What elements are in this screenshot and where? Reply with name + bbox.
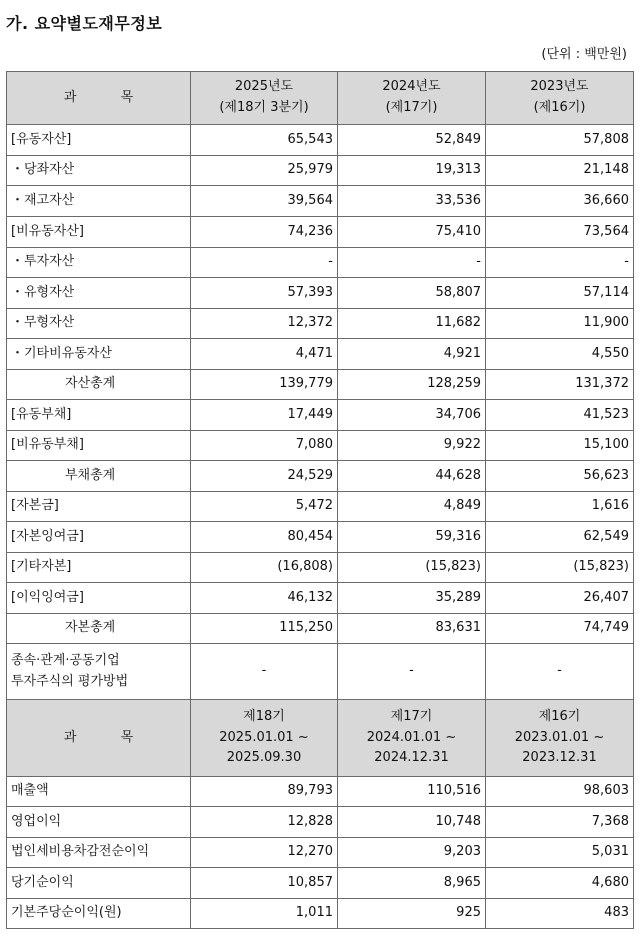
row-value: 4,921 xyxy=(338,339,486,370)
row-value: 33,536 xyxy=(338,186,486,217)
row-value: 17,449 xyxy=(191,400,338,431)
row-value: 7,368 xyxy=(486,807,634,838)
income-header-col: 제16기 2023.01.01 ~ 2023.12.31 xyxy=(486,700,634,777)
row-value: - xyxy=(191,248,338,278)
row-value: 131,372 xyxy=(486,370,634,400)
balance-header-col: 2025년도 (제18기 3분기) xyxy=(191,72,338,125)
row-value: 80,454 xyxy=(191,522,338,553)
row-value: 139,779 xyxy=(191,370,338,400)
table-row xyxy=(7,492,634,522)
row-value: 34,706 xyxy=(338,400,486,431)
row-value: 5,031 xyxy=(486,838,634,868)
table-row xyxy=(7,777,634,807)
row-label: 당기순이익 xyxy=(7,868,191,899)
income-header-col: 제17기 2024.01.01 ~ 2024.12.31 xyxy=(338,700,486,777)
income-header-label: 과 목 xyxy=(7,700,191,777)
row-label: 기본주당순이익(원) xyxy=(7,899,191,929)
row-value: 4,471 xyxy=(191,339,338,370)
row-value: 19,313 xyxy=(338,156,486,186)
row-value: 74,749 xyxy=(486,614,634,644)
row-value: 62,549 xyxy=(486,522,634,553)
table-row-total xyxy=(7,370,634,400)
row-label: [유동자산] xyxy=(7,125,191,156)
row-value: 52,849 xyxy=(338,125,486,156)
row-value: 12,372 xyxy=(191,309,338,339)
row-value: 56,623 xyxy=(486,461,634,492)
row-value: 26,407 xyxy=(486,583,634,614)
row-value: 8,965 xyxy=(338,868,486,899)
row-value: 36,660 xyxy=(486,186,634,217)
row-value: 1,011 xyxy=(191,899,338,929)
row-value: 110,516 xyxy=(338,777,486,807)
row-value: 5,472 xyxy=(191,492,338,522)
table-row xyxy=(7,339,634,370)
row-value: 58,807 xyxy=(338,278,486,309)
row-value: 1,616 xyxy=(486,492,634,522)
row-label: ・당좌자산 xyxy=(7,156,191,186)
row-value: 483 xyxy=(486,899,634,929)
row-value: 4,680 xyxy=(486,868,634,899)
table-row-total xyxy=(7,614,634,644)
row-value: 57,393 xyxy=(191,278,338,309)
row-value: 9,922 xyxy=(338,431,486,461)
table-row xyxy=(7,400,634,431)
row-value: 46,132 xyxy=(191,583,338,614)
valuation-method-row xyxy=(7,644,634,700)
row-label: 자본총계 xyxy=(7,614,191,644)
row-label: 매출액 xyxy=(7,777,191,807)
table-row xyxy=(7,807,634,838)
row-value: (16,808) xyxy=(191,553,338,583)
row-label: [비유동부채] xyxy=(7,431,191,461)
row-value: 12,270 xyxy=(191,838,338,868)
row-value: 10,857 xyxy=(191,868,338,899)
row-label: 자산총계 xyxy=(7,370,191,400)
row-value: - xyxy=(191,644,338,700)
table-row xyxy=(7,522,634,553)
row-value: 35,289 xyxy=(338,583,486,614)
row-label: 법인세비용차감전순이익 xyxy=(7,838,191,868)
balance-header-col: 2023년도 (제16기) xyxy=(486,72,634,125)
row-value: 74,236 xyxy=(191,217,338,248)
row-value: 7,080 xyxy=(191,431,338,461)
row-value: - xyxy=(486,248,634,278)
row-value: 25,979 xyxy=(191,156,338,186)
table-row xyxy=(7,431,634,461)
table-row xyxy=(7,125,634,156)
row-value: 57,808 xyxy=(486,125,634,156)
row-label: [이익잉여금] xyxy=(7,583,191,614)
row-label: ・기타비유동자산 xyxy=(7,339,191,370)
row-value: 65,543 xyxy=(191,125,338,156)
row-value: 11,900 xyxy=(486,309,634,339)
table-row xyxy=(7,156,634,186)
income-header-row xyxy=(7,700,634,777)
row-value: 24,529 xyxy=(191,461,338,492)
row-value: - xyxy=(338,644,486,700)
row-label: [자본잉여금] xyxy=(7,522,191,553)
table-row xyxy=(7,583,634,614)
income-header-col: 제18기 2025.01.01 ~ 2025.09.30 xyxy=(191,700,338,777)
row-value: - xyxy=(486,644,634,700)
row-value: 59,316 xyxy=(338,522,486,553)
balance-header-row xyxy=(7,72,634,125)
table-row xyxy=(7,553,634,583)
row-label: ・무형자산 xyxy=(7,309,191,339)
row-value: 4,849 xyxy=(338,492,486,522)
row-value: 10,748 xyxy=(338,807,486,838)
row-value: 98,603 xyxy=(486,777,634,807)
row-label: [비유동자산] xyxy=(7,217,191,248)
row-value: 57,114 xyxy=(486,278,634,309)
section-title: 가. 요약별도재무정보 xyxy=(6,14,163,33)
row-label: [유동부채] xyxy=(7,400,191,431)
row-value: 115,250 xyxy=(191,614,338,644)
row-value: 21,148 xyxy=(486,156,634,186)
row-value: 12,828 xyxy=(191,807,338,838)
row-value: 75,410 xyxy=(338,217,486,248)
row-value: 73,564 xyxy=(486,217,634,248)
row-value: 41,523 xyxy=(486,400,634,431)
row-value: 9,203 xyxy=(338,838,486,868)
balance-header-label: 과 목 xyxy=(7,72,191,125)
table-row xyxy=(7,186,634,217)
table-row xyxy=(7,278,634,309)
row-label: 종속·관계·공동기업 투자주식의 평가방법 xyxy=(7,644,191,700)
row-value: 39,564 xyxy=(191,186,338,217)
unit-note: (단위 : 백만원) xyxy=(541,47,627,62)
row-value: 925 xyxy=(338,899,486,929)
row-label: ・재고자산 xyxy=(7,186,191,217)
table-row xyxy=(7,309,634,339)
row-value: 4,550 xyxy=(486,339,634,370)
row-label: 영업이익 xyxy=(7,807,191,838)
row-value: (15,823) xyxy=(338,553,486,583)
row-value: 83,631 xyxy=(338,614,486,644)
row-value: 11,682 xyxy=(338,309,486,339)
row-label: [기타자본] xyxy=(7,553,191,583)
table-row xyxy=(7,217,634,248)
row-value: 44,628 xyxy=(338,461,486,492)
row-label: [자본금] xyxy=(7,492,191,522)
table-row xyxy=(7,248,634,278)
financial-summary-table xyxy=(6,71,634,929)
table-row xyxy=(7,838,634,868)
row-label: 부채총계 xyxy=(7,461,191,492)
table-row xyxy=(7,868,634,899)
balance-header-col: 2024년도 (제17기) xyxy=(338,72,486,125)
table-row-total xyxy=(7,461,634,492)
row-value: 89,793 xyxy=(191,777,338,807)
row-label: ・유형자산 xyxy=(7,278,191,309)
row-label: ・투자자산 xyxy=(7,248,191,278)
row-value: (15,823) xyxy=(486,553,634,583)
row-value: 128,259 xyxy=(338,370,486,400)
row-value: - xyxy=(338,248,486,278)
row-value: 15,100 xyxy=(486,431,634,461)
table-row xyxy=(7,899,634,929)
